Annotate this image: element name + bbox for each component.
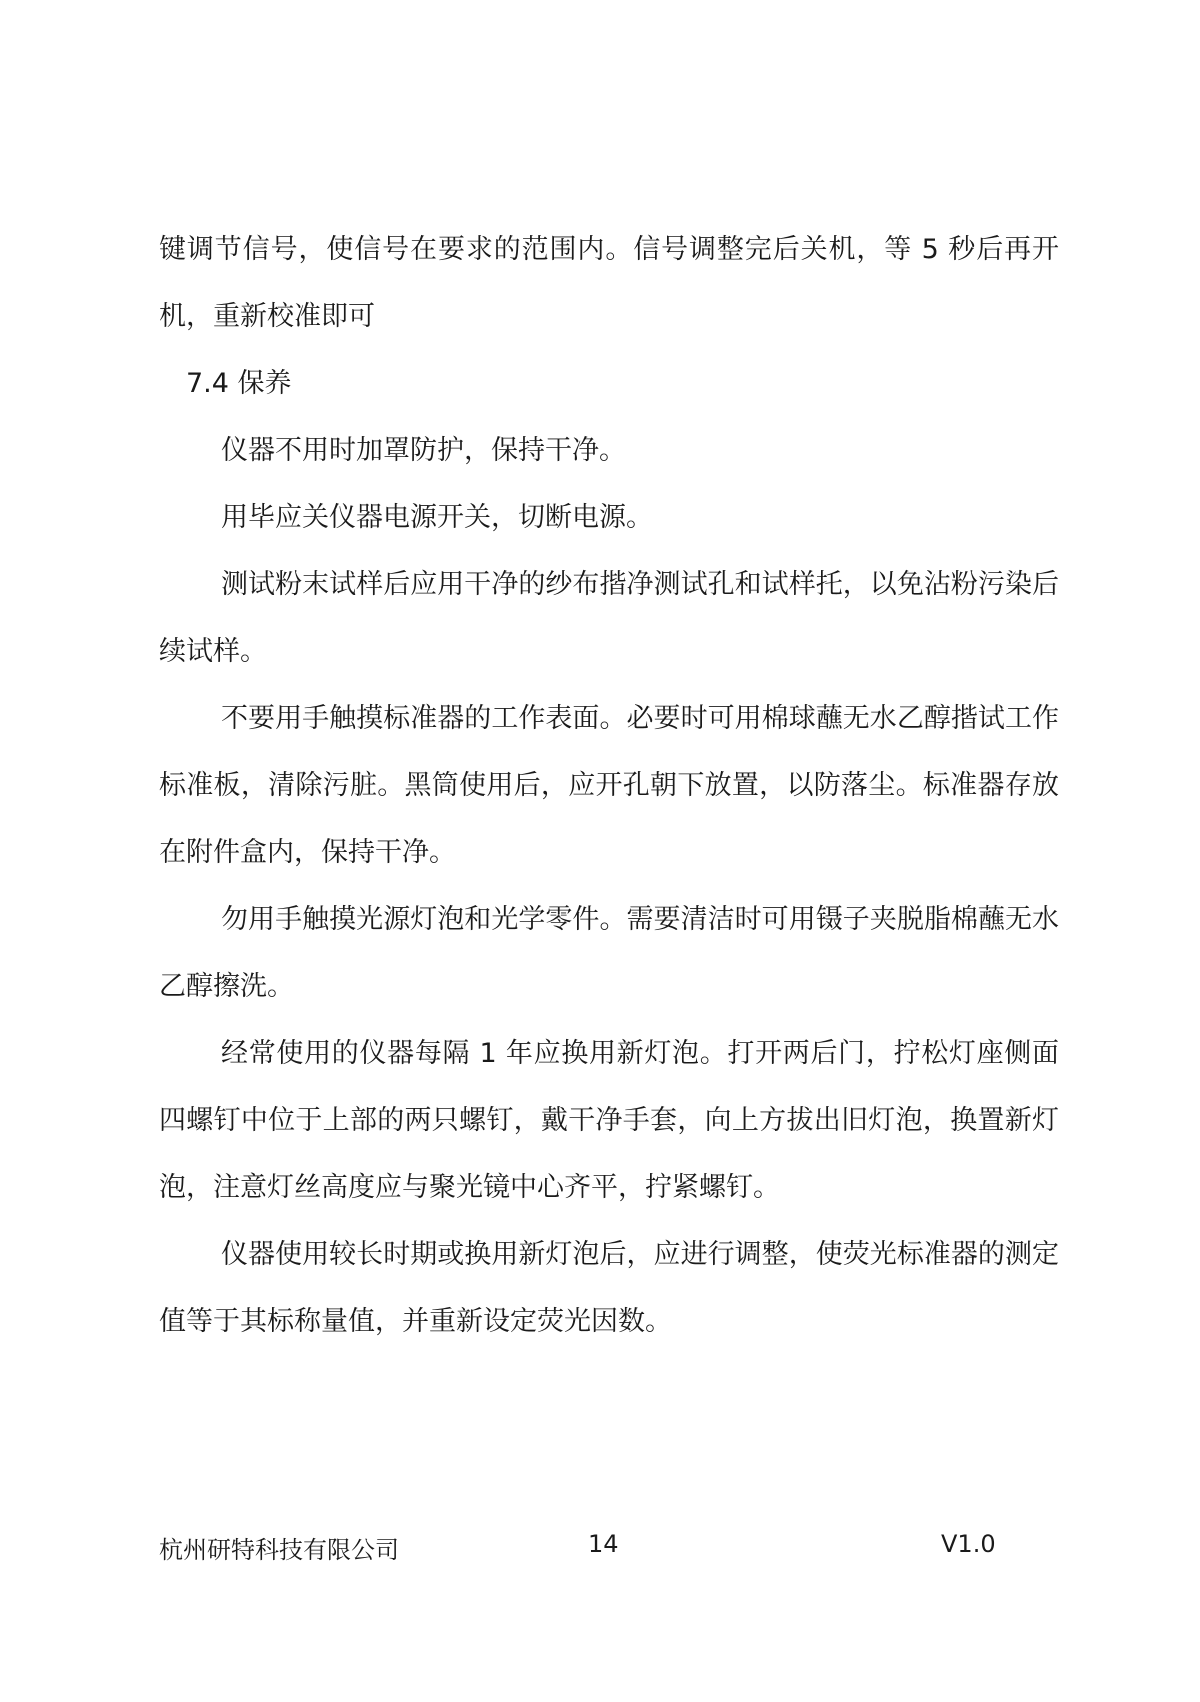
- paragraph: 测试粉末试样后应用干净的纱布揩净测试孔和试样托，以免沾粉污染后续试样。: [159, 569, 1059, 667]
- paragraph: 用毕应关仪器电源开关，切断电源。: [221, 502, 653, 533]
- paragraph: 经常使用的仪器每隔 1 年应换用新灯泡。打开两后门，拧松灯座侧面四螺钉中位于上部的两只螺钉，戴干净手套，向上方拔出旧灯泡，换置新灯泡，注意灯丝高度应与聚光镜中心齐平，拧紧螺钉。: [159, 1038, 1059, 1203]
- footer-page-number: 14: [588, 1530, 619, 1558]
- paragraph: 不要用手触摸标准器的工作表面。必要时可用棉球蘸无水乙醇揩试工作标准板，清除污脏。黑筒使用后，应开孔朝下放置，以防落尘。标准器存放在附件盒内，保持干净。: [159, 703, 1059, 868]
- paragraph: 仪器不用时加罩防护，保持干净。: [221, 435, 626, 466]
- footer-company: 杭州研特科技有限公司: [159, 1536, 399, 1564]
- section-heading: 7.4 保养: [186, 368, 292, 399]
- page-footer: [0, 1530, 1200, 1562]
- paragraph: 仪器使用较长时期或换用新灯泡后，应进行调整，使荧光标准器的测定值等于其标称量值，并重新设定荧光因数。: [159, 1239, 1059, 1337]
- paragraph: 勿用手触摸光源灯泡和光学零件。需要清洁时可用镊子夹脱脂棉蘸无水乙醇擦洗。: [159, 904, 1059, 1002]
- paragraph-continuation: 键调节信号，使信号在要求的范围内。信号调整完后关机，等 5 秒后再开机，重新校准即可: [159, 234, 1059, 332]
- document-body: [159, 216, 1059, 1355]
- footer-version: V1.0: [941, 1530, 996, 1558]
